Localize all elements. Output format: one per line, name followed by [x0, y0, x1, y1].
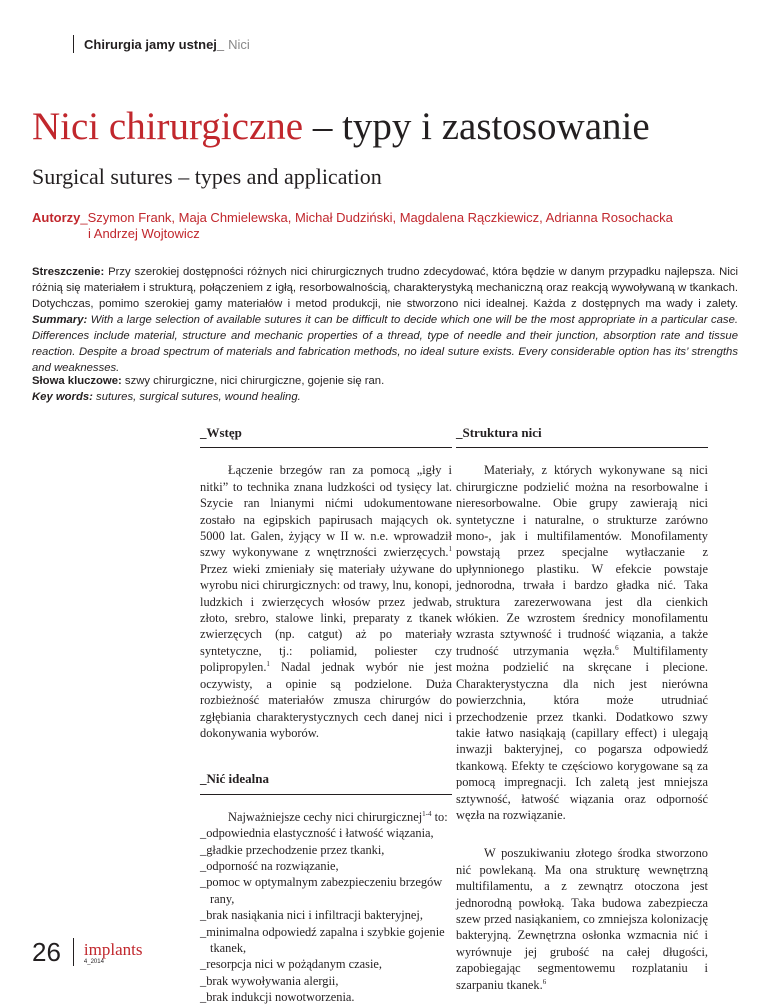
features-intro-text: Najważniejsze cechy nici chirurgicznej: [228, 809, 423, 824]
coated-paragraph: [456, 845, 708, 993]
coated-text: W poszukiwaniu złotego środka stworzono nić powlekaną. Ma ona strukturę wewnętrzną multifilamentu, a z zewnątrz otoczona jest jednorodną powłoką. Taka budowa zabezpiecza szew przed nasiąkaniem, co zmniejsza kolonizację bakteryjną. Zewnętrzna osłonka wzmacnia nić i wyrównuje jej grubość na całej długości, zapobiegając segmentowemu rozplataniu i szarpaniu tkanek.: [456, 846, 708, 992]
issue-number: 4_2014: [83, 959, 104, 965]
keywords-en-text: sutures, surgical sutures, wound healing.: [96, 391, 301, 403]
features-list: [200, 825, 452, 1005]
keywords: [32, 373, 738, 405]
keywords-en-label: Key words:: [32, 391, 93, 403]
abstract-en-label: Summary:: [32, 314, 88, 326]
right-column: [456, 425, 708, 993]
ref-6b: 6: [542, 977, 547, 986]
ref-1: 1: [448, 545, 452, 554]
ref-6a: 6: [615, 643, 619, 652]
page-footer: [32, 938, 142, 966]
abstract-pl-text: Przy szerokiej dostępności różnych nici chirurgicznych trudno zdecydować, która będzie w danym przypadku najlepsza. Nici różnią się materiałem i strukturą, połączeniem z igłą, resorbowalnością, charakterystyką mechaniczną oraz reakcją wywoływaną w tkankach. Dotychczas, pomimo szerokiej gamy materiałów i metod produkcji, nie stworzono nici idealnej. Każda z dostępnych ma wady i zalety.: [32, 266, 739, 310]
ref-2: 1: [266, 660, 270, 669]
heading-structure: _Struktura nici: [456, 425, 708, 448]
list-item: _minimalna odpowiedź zapalna i szybkie gojenie tkanek,: [200, 924, 445, 955]
left-column: [200, 425, 452, 1006]
article-subtitle: Surgical sutures – types and application: [32, 164, 382, 189]
intro-text-1: Łączenie brzegów ran za pomocą „igły i nitki” to technika znana ludzkości od tysięcy lat. Szycie ran lnianymi nićmi udokumentowane zostało na egipskich papirusach mających ok. 5000 lat. Galen, żyjący w II w. n.e. wprowadził szwy wykonywane z wnętrzności zwierzęcych.: [200, 463, 452, 560]
heading-ideal-suture: _Nić idealna: [200, 771, 452, 794]
structure-text-2: Multifilamenty można podzielić na skręcane i plecione. Charakterystyczna dla nich jest nierówna powierzchnia, która może utrudniać przechodzenie przez tkanki. Dodatkowo szwy takie łatwo nasiąkają (capillary effect) i ulegają inwazji bakteryjnej, co pogarsza odpowiedź tkankową. Efekty te częściowo korygowane są za pomocą impregnacji. Ich zaletą jest mniejsza sztywność, łatwość wiązania oraz odporność węzła na rozwiązanie.: [456, 643, 708, 822]
ref-features: 1-4: [422, 809, 432, 818]
keywords-en: [32, 389, 738, 405]
heading-intro: _Wstęp: [200, 425, 452, 448]
abstract-en-text: With a large selection of available sutures it can be difficult to decide which one will be the most appropriate in a particular case. Differences include material, structure and mechanic properties of a thread, type of needle and their junction, absorption rate and tissue reaction. Despite a broad spectrum of materials and fabrication methods, no ideal suture exists. Every considerable option has its’ strengths and weaknesses.: [32, 314, 738, 374]
logo-text: implants: [83, 940, 143, 959]
running-header: [73, 34, 250, 54]
list-item: _brak wywoływania alergii,: [200, 973, 339, 988]
list-item: _gładkie przechodzenie przez tkanki,: [200, 842, 385, 857]
title-rest: – typy i zastosowanie: [303, 105, 650, 148]
list-item: _odpowiednia elastyczność i łatwość wiązania,: [200, 826, 434, 841]
intro-text-3: Nadal jednak wybór nie jest oczywisty, a opinie są podzielone. Duża rozbieżność materiałów zmusza chirurgów do zgłębiania charakterystycznych cech danej nici i dokonywania wyborów.: [200, 660, 452, 740]
features-intro: [200, 809, 452, 825]
list-item: _brak nasiąkania nici i infiltracji bakteryjnej,: [200, 908, 423, 923]
authors-label: Autorzy: [32, 210, 81, 225]
footer-divider: [73, 938, 74, 966]
abstract: [32, 264, 738, 376]
intro-text-2: Przez wieki zmieniały się materiały używane do wyrobu nici chirurgicznych: od trawy, lnu, konopi, ludzkich i zwierzęcych włosów przez jedwab, złoto, srebro, stalowe linki, preparaty z tkanek zwierzęcych (np. catgut) aż po materiały syntetyczne, tj.: poliamid, poliester czy polipropylen.: [200, 561, 452, 675]
title-highlight: Nici chirurgiczne: [32, 105, 304, 148]
keywords-pl-text: szwy chirurgiczne, nici chirurgiczne, gojenie się ran.: [124, 375, 385, 387]
journal-logo: [84, 942, 143, 966]
list-item: _odporność na rozwiązanie,: [200, 858, 339, 873]
authors-names-1: _Szymon Frank, Maja Chmielewska, Michał Dudziński, Magdalena Rączkiewicz, Adrianna Rosochacka: [80, 210, 673, 225]
list-item: _brak indukcji nowotworzenia.: [200, 990, 355, 1005]
header-divider: [73, 35, 74, 53]
article-title: [32, 104, 650, 150]
structure-paragraph: [456, 462, 708, 823]
structure-text-1: Materiały, z których wykonywane są nici chirurgiczne podzielić można na resorbowalne i nieresorbowalne. Obie grupy zawierają nici syntetyczne i naturalne, o strukturze zarówno mono-, jak i multifilamentów. Monofilamenty powstają przez specjalne wytłaczanie z upłynnionego plastiku. W efekcie powstaje jednorodna, trwała i bardzo gładka nić. Taka struktura zarezerwowana jest dla cienkich włókien. Ze wzrostem średnicy monofilamentu wzrasta sztywność i trudność wiązania, a także trudność utrzymania węzła.: [456, 463, 708, 658]
header-section: Chirurgia jamy ustnej: [84, 36, 217, 52]
header-separator: _: [216, 36, 225, 52]
keywords-pl-label: Słowa kluczowe:: [32, 375, 122, 387]
abstract-pl-label: Streszczenie:: [32, 266, 105, 278]
keywords-pl: [32, 373, 738, 389]
list-item: _pomoc w optymalnym zabezpieczeniu brzegów rany,: [200, 875, 443, 906]
page-number: 26: [32, 937, 61, 967]
features-intro-end: to:: [431, 809, 448, 824]
intro-paragraph: [200, 462, 452, 741]
authors: [32, 210, 712, 242]
header-subsection: Nici: [228, 36, 250, 52]
list-item: _resorpcja nici w pożądanym czasie,: [200, 957, 382, 972]
authors-names-2: i Andrzej Wojtowicz: [88, 226, 200, 241]
